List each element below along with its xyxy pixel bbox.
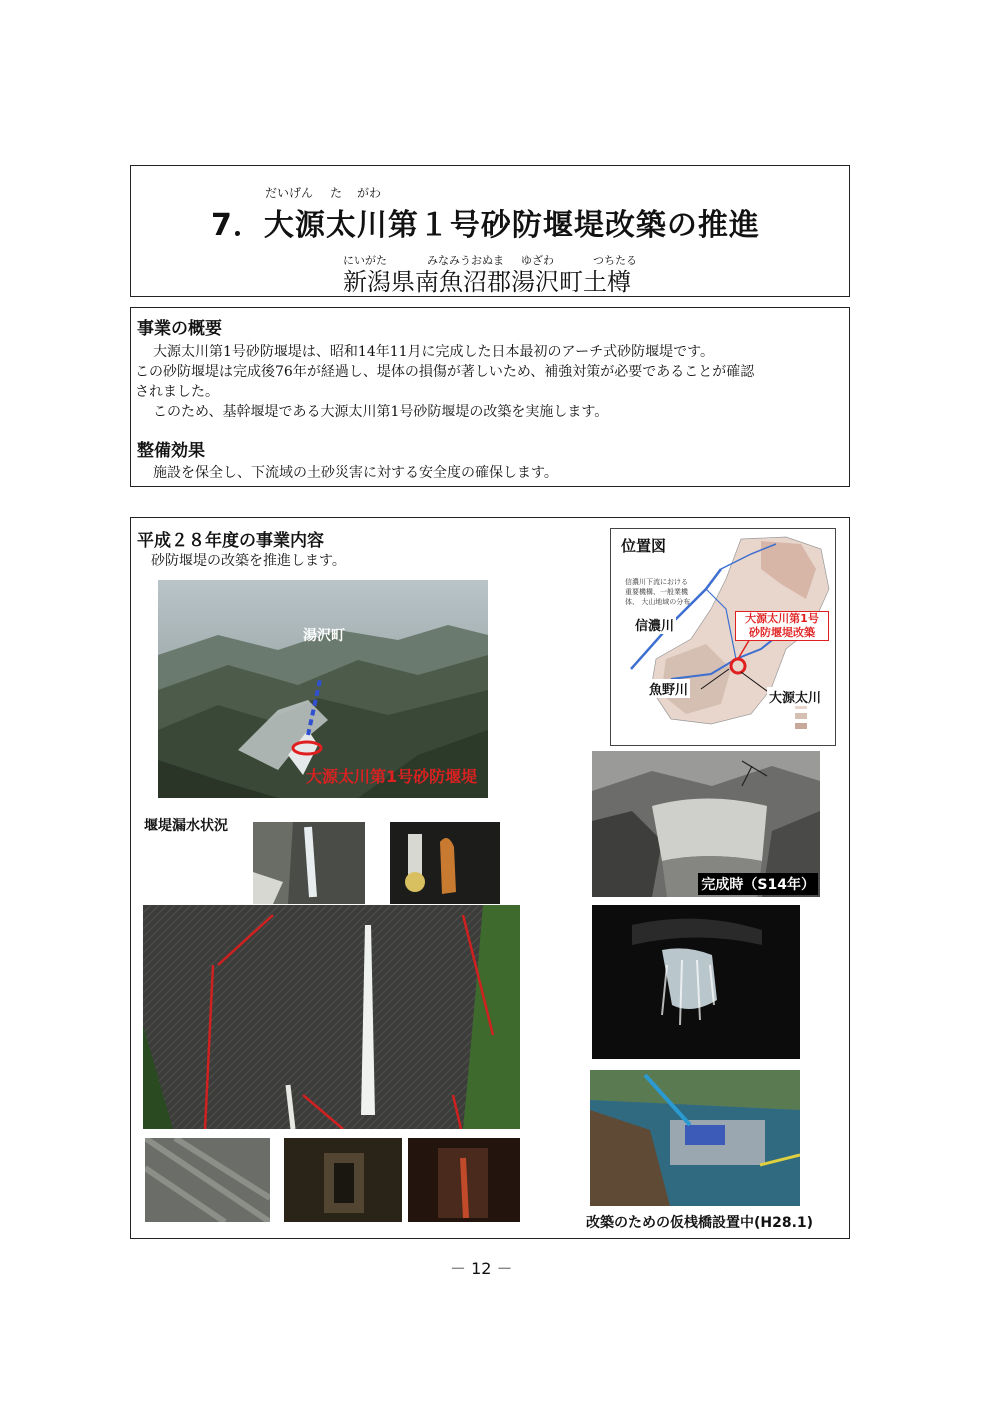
construction-photo — [590, 1070, 800, 1206]
overview-line-2: この砂防堰堤は完成後76年が経過し、堤体の損傷が著しいため、補強対策が必要であることが確認 — [135, 364, 755, 380]
map-legend-note: 信濃川下流における 重要機構、一般業機体、 大山地域の分布 — [625, 578, 691, 606]
night-spill-photo — [592, 905, 800, 1059]
map-title: 位置図 — [621, 537, 667, 555]
ruby-tsuchitaru: つちたる — [593, 254, 637, 267]
ruby-niigata: にいがた — [343, 254, 387, 267]
ruby-ta: た — [330, 186, 343, 200]
fy28-text: 砂防堰堤の改築を推進します。 — [151, 553, 346, 569]
page-title: 7．大源太川第１号砂防堰堤改築の推進 — [211, 208, 760, 243]
leak-caption: 堰堤漏水状況 — [144, 818, 228, 834]
map-label-daigenta: 大源太川 — [767, 687, 823, 706]
ruby-minamiuonuma: みなみうおぬま — [427, 254, 504, 267]
leak-thumb-1 — [253, 822, 365, 904]
historic-dam-photo — [592, 751, 820, 897]
overview-line-4: このため、基幹堰堤である大源太川第1号砂防堰堤の改築を実施します。 — [153, 404, 609, 420]
aerial-photo — [158, 580, 488, 798]
page-number: － 12 － — [450, 1259, 513, 1278]
effect-heading: 整備効果 — [137, 441, 205, 461]
completed-caption: 完成時（S14年） — [698, 873, 818, 895]
leak-thumb-2 — [390, 822, 500, 904]
map-callout-line-2: 砂防堰堤改築 — [749, 626, 815, 639]
leak-detail-2 — [284, 1138, 402, 1222]
dam-face-photo — [143, 905, 520, 1129]
ruby-yuzawa: ゆざわ — [521, 254, 554, 267]
location-map — [610, 528, 836, 746]
leak-detail-3 — [408, 1138, 520, 1222]
fy28-heading: 平成２８年度の事業内容 — [137, 531, 324, 551]
bridge-caption: 改築のための仮桟橋設置中(H28.1) — [586, 1215, 814, 1231]
map-callout — [735, 611, 829, 641]
map-label-shinano: 信濃川 — [633, 615, 676, 634]
location-text: 新潟県南魚沼郡湯沢町土樽 — [343, 268, 631, 296]
map-label-uono: 魚野川 — [647, 679, 690, 698]
aerial-dam-label: 大源太川第1号砂防堰堤 — [306, 767, 478, 786]
overview-heading: 事業の概要 — [137, 319, 222, 339]
ruby-gawa: がわ — [357, 186, 382, 200]
overview-line-3: されました。 — [135, 384, 219, 400]
leak-detail-1 — [145, 1138, 270, 1222]
title-box — [130, 165, 850, 297]
aerial-town-label: 湯沢町 — [303, 628, 345, 644]
overview-line-1: 大源太川第1号砂防堰堤は、昭和14年11月に完成した日本最初のアーチ式砂防堰堤です。 — [153, 344, 714, 360]
map-callout-line-1: 大源太川第1号 — [745, 612, 819, 625]
ruby-daigen: だいげん — [265, 186, 314, 200]
effect-text: 施設を保全し、下流域の土砂災害に対する安全度の確保します。 — [153, 465, 558, 481]
overview-box — [130, 307, 850, 487]
